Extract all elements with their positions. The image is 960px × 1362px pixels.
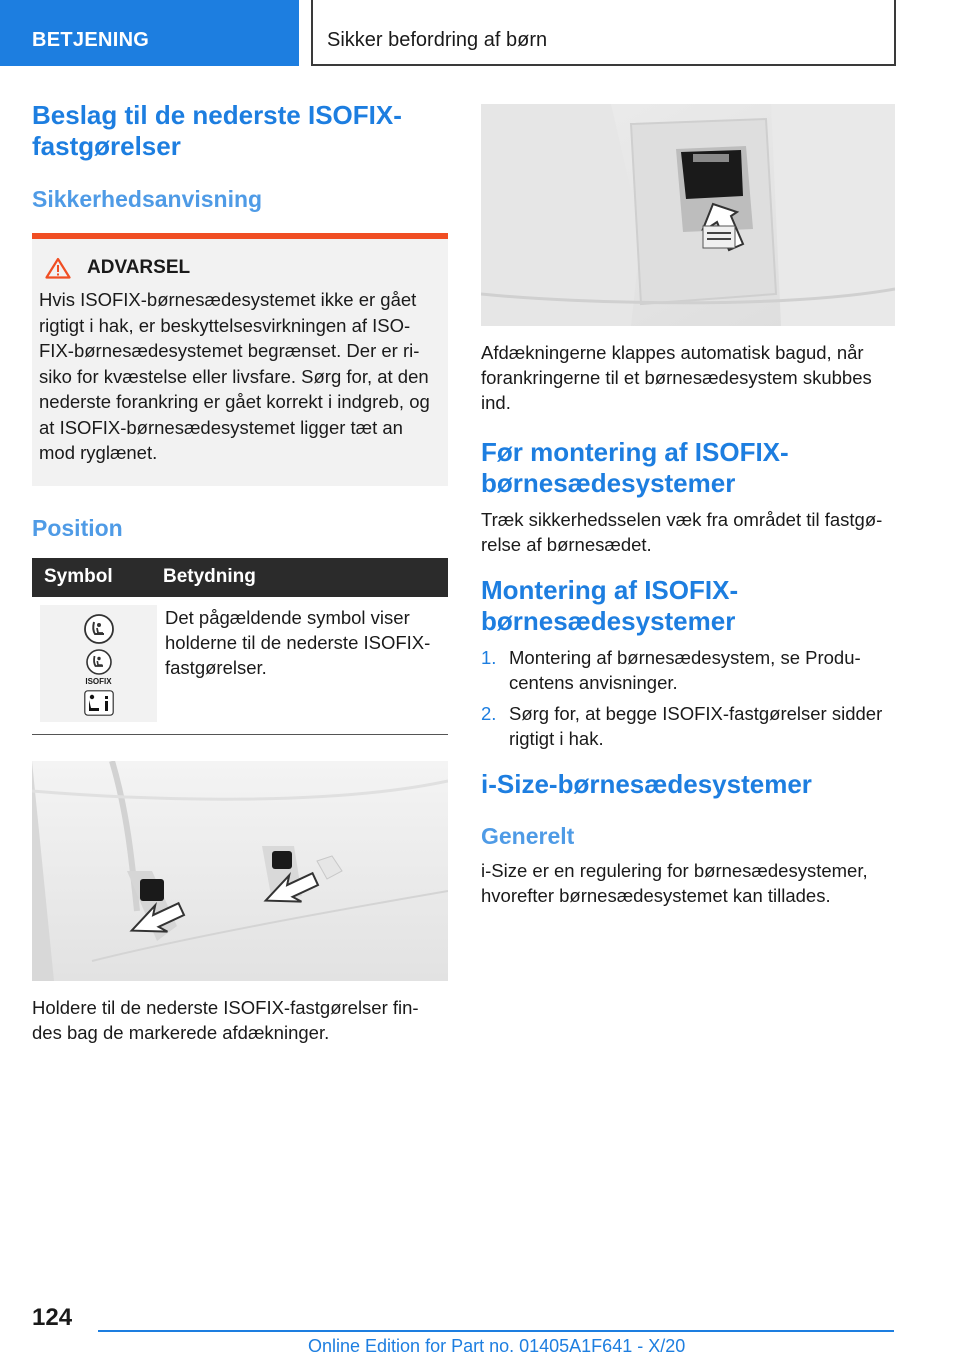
heading-general: Generelt <box>481 823 575 849</box>
header-chapter-title: Sikker befordring af børn <box>311 0 896 66</box>
step-text: Sørg for, at begge ISOFIX-fastgørelser sidder rigtigt i hak. <box>509 703 883 749</box>
step-text: Montering af børnesædesystem, se Produ‐centens anvisninger. <box>509 647 861 693</box>
isofix-icon-label: ISOFIX <box>85 677 112 686</box>
warning-label: ADVARSEL <box>87 257 191 278</box>
section-title-i-size: i-Size-børnesædesystemer <box>481 769 812 799</box>
i-size-seat-icon <box>84 690 114 716</box>
page-number: 124 <box>32 1304 73 1331</box>
heading-position: Position <box>32 514 123 541</box>
child-seat-icon <box>83 613 115 645</box>
warning-text: Hvis ISOFIX-børnesædesystemet ikke er gået rigtigt i hak, er beskyttelsesvirkningen af ISO‐FIX-børnesædesystemet begrænset. Der er ri‐siko for kvæstelse eller livsfare. Sørg for, at den nederste forankring er gået korrekt i indgreb, og at ISOFIX-børnesædesystemet ligger tæt an mod ryglænet. <box>39 289 430 463</box>
before-mounting-text: Træk sikkerhedsselen væk fra området til fastgø‐relse af børnesædet. <box>481 509 883 555</box>
section-title-isofix-brackets: Beslag til de nederste ISOFIX-fastgørelser <box>32 100 402 161</box>
symbol-cell <box>40 605 157 722</box>
meaning-cell: Det pågældende symbol viser holderne til de nederste ISOFIX-fastgørelser. <box>165 606 431 678</box>
step-number: 1. <box>481 647 497 668</box>
isofix-child-seat-icon <box>85 648 113 676</box>
left-photo-caption: Holdere til de nederste ISOFIX-fastgørelser fin‐des bag de markerede afdækninger. <box>32 996 419 1043</box>
list-item <box>481 701 895 751</box>
footer-rule <box>98 1330 894 1332</box>
left-column <box>32 100 448 1045</box>
footer-edition-text: Online Edition for Part no. 01405A1F641 - X/20 <box>308 1336 686 1356</box>
rear-seat-photo <box>32 761 448 981</box>
general-text: i-Size er en regulering for børnesædesystemer, hvorefter børnesædesystemet kan tillades. <box>481 860 868 906</box>
right-column <box>481 104 895 908</box>
list-item <box>481 645 895 695</box>
isofix-symbol <box>85 648 113 686</box>
warning-box <box>32 233 448 486</box>
table-header-symbol: Symbol <box>44 566 113 587</box>
table-header-meaning: Betydning <box>163 566 256 587</box>
warning-header <box>45 257 440 279</box>
table-header-row <box>32 558 448 597</box>
right-photo-caption: Afdækningerne klappes automatisk bagud, når forankringerne til et børnesædesystem skubbes ind. <box>481 342 872 413</box>
header-section-label: BETJENING <box>0 0 299 66</box>
warning-triangle-icon <box>45 257 71 279</box>
heading-safety: Sikkerhedsanvisning <box>32 186 263 212</box>
section-title-before-mounting: Før montering af ISOFIX-børnesædesystemer <box>481 437 789 498</box>
table-row <box>32 597 448 734</box>
mounting-steps <box>481 645 895 751</box>
symbol-table <box>32 558 448 735</box>
section-title-mounting: Montering af ISOFIX-børnesædesystemer <box>481 575 739 636</box>
step-number: 2. <box>481 703 497 724</box>
isofix-cover-photo <box>481 104 895 326</box>
